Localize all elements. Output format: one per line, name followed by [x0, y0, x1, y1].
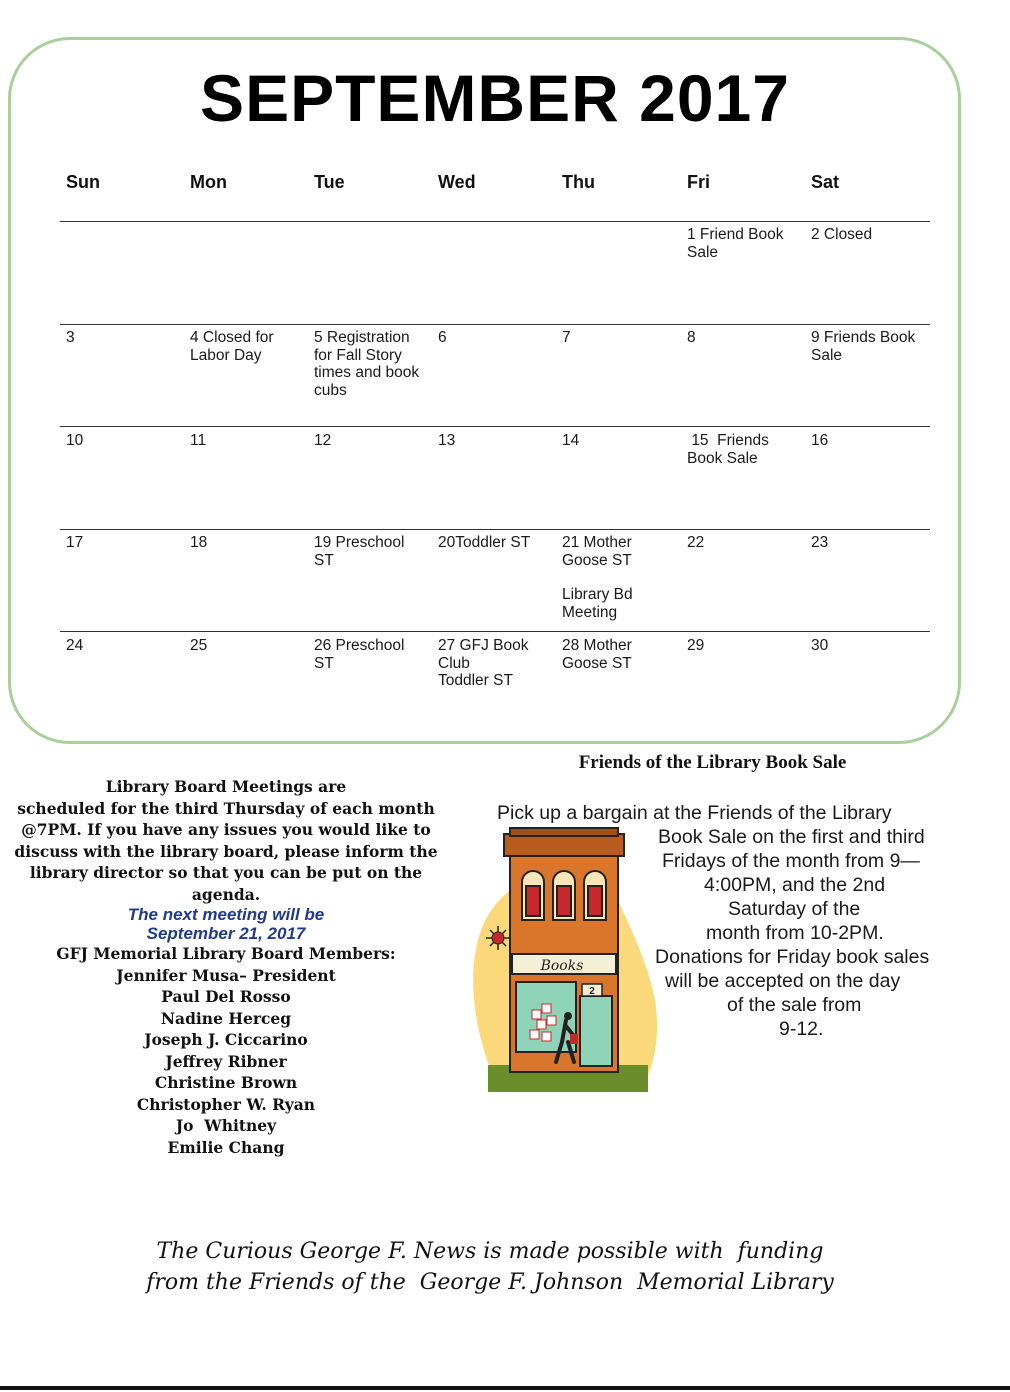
board-intro-line: discuss with the library board, please inform the — [14, 841, 438, 861]
day-cell-sep-9: 9 Friends Book Sale — [811, 329, 916, 364]
friends-text-line: Pick up a bargain at the Friends of the Library — [497, 802, 892, 824]
board-member: Jo Whitney — [175, 1116, 277, 1135]
week-divider — [60, 631, 930, 632]
board-intro-line: library director so that you can be put on the agenda. — [29, 863, 423, 904]
day-cell-text: 21 Mother Goose ST — [562, 534, 632, 569]
day-cell-sep-2: 2 Closed — [811, 226, 873, 243]
next-meeting-date: September 21, 2017 — [146, 924, 306, 943]
day-cell-sep-20: 20Toddler ST — [438, 534, 531, 551]
day-cell-sep-1: 1 Friend Book Sale — [687, 226, 784, 261]
day-cell-sep-13: 13 — [438, 432, 456, 449]
board-member: Christopher W. Ryan — [136, 1094, 316, 1114]
day-header-wed: Wed — [438, 172, 476, 192]
day-cell-text: Library Bd Meeting — [562, 586, 633, 621]
board-intro-line: scheduled for the third Thursday of each month — [17, 798, 435, 818]
day-cell-sep-10: 10 — [66, 432, 84, 449]
friends-heading: Friends of the Library Book Sale — [578, 752, 847, 773]
day-cell-sep-28: 28 Mother Goose ST — [562, 637, 632, 672]
week-divider — [60, 324, 930, 325]
footer-credit — [60, 1236, 920, 1298]
store-number: 2 — [589, 986, 595, 997]
board-member: Emilie Chang — [167, 1137, 285, 1157]
friends-text-line: of the sale from — [727, 994, 862, 1016]
day-cell-sep-24: 24 — [66, 637, 84, 654]
board-intro-line: @7PM. If you have any issues you would like to — [21, 820, 431, 839]
day-cell-sep-17: 17 — [66, 534, 84, 551]
day-cell-sep-22: 22 — [687, 534, 705, 551]
bookstore-illustration-icon — [470, 820, 660, 1092]
day-cell-sep-27 — [438, 637, 542, 690]
day-cell-sep-16: 16 — [811, 432, 829, 449]
friends-text-line: Saturday of the — [728, 898, 861, 920]
day-cell-sep-18: 18 — [190, 534, 208, 551]
friends-text-line: 9-12. — [779, 1018, 824, 1040]
day-cell-sep-8: 8 — [687, 329, 696, 346]
board-intro-line: Library Board Meetings are — [105, 777, 347, 796]
board-section — [8, 776, 444, 1158]
day-cell-sep-3: 3 — [66, 329, 75, 346]
day-cell-sep-12: 12 — [314, 432, 332, 449]
day-header-fri: Fri — [687, 172, 711, 192]
store-sign: Books — [540, 958, 584, 974]
board-member: Paul Del Rosso — [161, 987, 291, 1006]
day-cell-text: 27 GFJ Book Club — [438, 637, 529, 672]
day-cell-sep-23: 23 — [811, 534, 829, 551]
day-cell-sep-29: 29 — [687, 637, 705, 654]
week-divider — [60, 426, 930, 427]
day-cell-sep-5: 5 Registration for Fall Story times and book cubs — [314, 329, 420, 399]
board-member: Jeffrey Ribner — [165, 1051, 287, 1071]
friends-text-line: will be accepted on the day — [665, 970, 901, 992]
day-cell-sep-21 — [562, 534, 652, 621]
day-cell-sep-19: 19 Preschool ST — [314, 534, 405, 569]
friends-text-line: Fridays of the month from 9— — [662, 850, 920, 872]
day-header-sun: Sun — [66, 172, 100, 192]
day-cell-text: Toddler ST — [438, 672, 513, 689]
day-cell-sep-26: 26 Preschool ST — [314, 637, 405, 672]
board-member: Nadine Herceg — [160, 1008, 292, 1028]
friends-text-line: Book Sale on the first and third — [658, 826, 925, 848]
bottom-rule — [0, 1386, 1010, 1390]
day-cell-sep-30: 30 — [811, 637, 829, 654]
members-heading: GFJ Memorial Library Board Members: — [56, 944, 396, 963]
next-meeting-line: The next meeting will be — [127, 905, 325, 924]
week-divider — [60, 529, 930, 530]
day-header-mon: Mon — [190, 172, 227, 192]
footer-line: The Curious George F. News is made possible with funding — [156, 1239, 824, 1264]
friends-text-line: month from 10-2PM. — [706, 922, 884, 944]
calendar-title: SEPTEMBER 2017 — [200, 61, 790, 135]
day-cell-sep-15: 15 Friends Book Sale — [687, 432, 774, 467]
board-member: Christine Brown — [154, 1073, 298, 1092]
footer-line: from the Friends of the George F. Johnson Memorial Library — [146, 1270, 834, 1295]
day-header-sat: Sat — [811, 172, 840, 192]
day-header-thu: Thu — [562, 172, 595, 192]
friends-text-line: 4:00PM, and the 2nd — [704, 874, 886, 896]
day-cell-sep-7: 7 — [562, 329, 571, 346]
week-divider — [60, 221, 930, 222]
day-cell-sep-4: 4 Closed for Labor Day — [190, 329, 274, 364]
day-cell-sep-14: 14 — [562, 432, 580, 449]
board-member: Jennifer Musa– President — [116, 965, 336, 985]
friends-text-line: Donations for Friday book sales — [655, 946, 930, 968]
day-header-tue: Tue — [314, 172, 345, 192]
day-cell-sep-6: 6 — [438, 329, 447, 346]
board-member: Joseph J. Ciccarino — [144, 1030, 308, 1049]
day-cell-sep-11: 11 — [190, 432, 207, 449]
day-cell-sep-25: 25 — [190, 637, 208, 654]
